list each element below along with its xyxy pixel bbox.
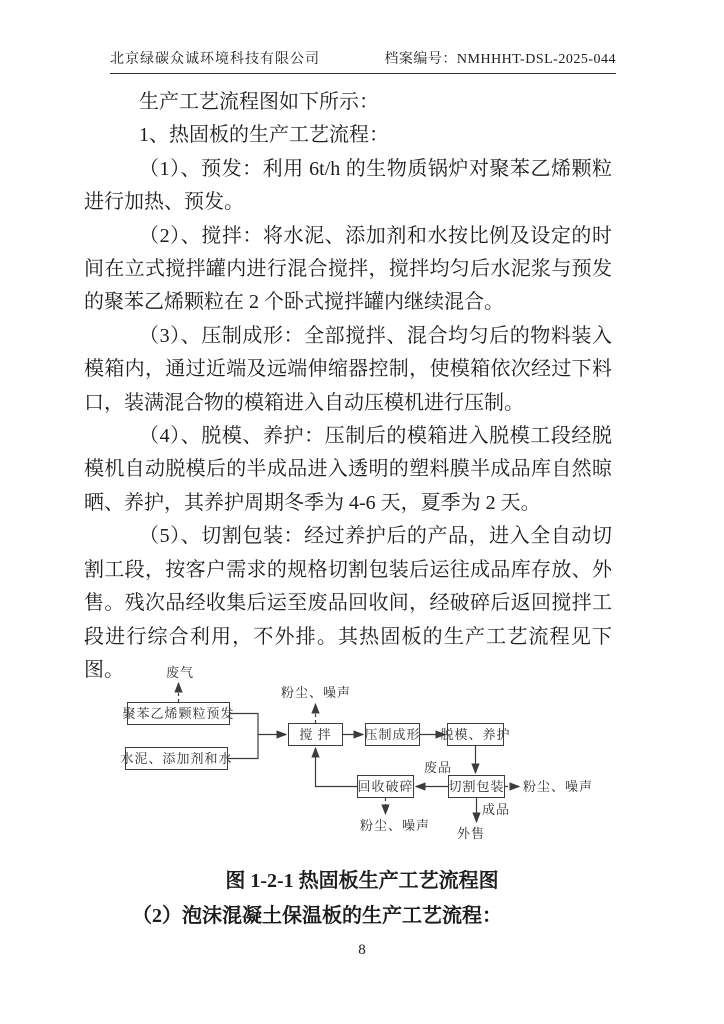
label-scrap: 废品 xyxy=(424,760,453,775)
label-finished-product: 成品 xyxy=(482,802,511,817)
node-cement-additives-water: 水泥、添加剂和水 xyxy=(125,747,228,770)
label-external-sale: 外售 xyxy=(457,826,486,841)
process-flowchart xyxy=(90,656,620,856)
company-name: 北京绿碳众诚环境科技有限公司 xyxy=(110,52,320,67)
paragraph-heading-1: 1、热固板的生产工艺流程： xyxy=(139,124,389,147)
paragraph-step-5: （5）、切割包装：经过养护后的产品，进入全自动切割工段，按客户需求的规格切割包装后运往成品库存放、外售。残次品经收集后运至废品回收间，经破碎后返回搅拌工段进行综合利用，不外排。其热固板的生产工艺流程见下图。 xyxy=(84,525,612,681)
body-text xyxy=(84,86,612,687)
label-dust-noise-cut: 粉尘、噪声 xyxy=(523,779,594,794)
page-number: 8 xyxy=(358,942,366,958)
paragraph-step-3: （3）、压制成形：全部搅拌、混合均匀后的物料装入模箱内，通过近端及远端伸缩器控制，使模箱依次经过下料口，装满混合物的模箱进入自动压模机进行压制。 xyxy=(84,324,612,414)
label-waste-gas: 废气 xyxy=(166,665,195,680)
figure-caption: 图 1-2-1 热固板生产工艺流程图 xyxy=(225,870,499,892)
node-cutting-packaging: 切割包装 xyxy=(448,775,505,798)
paragraph-step-2: （2）、搅拌：将水泥、添加剂和水按比例及设定的时间在立式搅拌罐内进行混合搅拌，搅拌均匀后水泥浆与预发的聚苯乙烯颗粒在 2 个卧式搅拌罐内继续混合。 xyxy=(84,224,612,314)
page-header xyxy=(110,48,616,74)
label-dust-noise-mix: 粉尘、噪声 xyxy=(281,685,352,700)
connector-recycle-to-mixing xyxy=(316,748,358,787)
node-press-forming: 压制成形 xyxy=(365,723,420,746)
next-section-heading: （2）泡沫混凝土保温板的生产工艺流程： xyxy=(132,905,502,927)
node-pre-expansion: 聚苯乙烯颗粒预发 xyxy=(127,702,230,725)
archive-number: 档案编号：NMHHHT-DSL-2025-044 xyxy=(384,52,616,67)
node-recycle-crushing: 回收破碎 xyxy=(357,775,414,798)
paragraph-step-1: （1）、预发：利用 6t/h 的生物质锅炉对聚苯乙烯颗粒进行加热、预发。 xyxy=(84,157,612,214)
label-dust-noise-recycle: 粉尘、噪声 xyxy=(360,818,431,833)
paragraph-intro: 生产工艺流程图如下所示： xyxy=(139,91,379,113)
paragraph-step-4: （4）、脱模、养护：压制后的模箱进入脱模工段经脱模机自动脱模后的半成品进入透明的塑料膜半成品库自然晾晒、养护，其养护周期冬季为 4-6 天，夏季为 2 天。 xyxy=(84,425,612,514)
node-mixing: 搅 拌 xyxy=(288,723,343,746)
node-demold-curing: 脱模、养护 xyxy=(447,723,504,746)
